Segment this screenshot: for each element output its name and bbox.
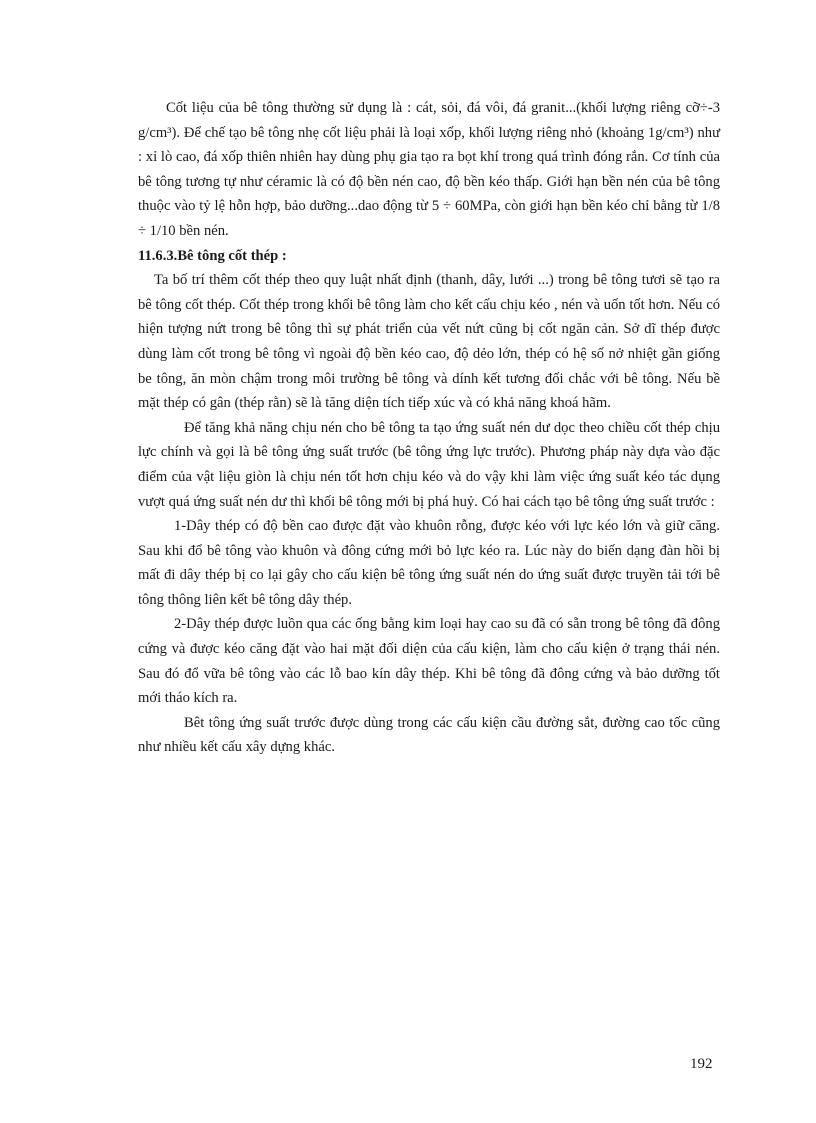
paragraph-prestressed: Để tăng khả năng chịu nén cho bê tông ta tạo ứng suất nén dư dọc theo chiều cốt thép chịu lực chính và gọi là bê tông ứng suất trước (bê tông ứng lực trước). Phương pháp này dựa vào đặc điểm của vật liệu giòn là chịu nén tốt hơn chịu kéo và do vậy khi làm việc ứng suất kéo tác dụng vượt quá ứng suất nén dư thì khối bê tông mới bị phá huỷ. Có hai cách tạo bê tông ứng suất trước : xyxy=(138,419,720,510)
document-page xyxy=(138,96,720,760)
page-number: 192 xyxy=(690,1056,713,1072)
paragraph-method-2: 2-Dây thép được luồn qua các ống bằng kim loại hay cao su đã có sẵn trong bê tông đã đông cứng và được kéo căng đặt vào hai mặt đối diện của cấu kiện, làm cho cấu kiện ở trạng thái nén. Sau đó đổ vữa bê tông vào các lỗ bao kín dây thép. Khi bê tông đã đông cứng và bảo dưỡng tốt mới tháo kích ra. xyxy=(138,616,720,707)
paragraph-aggregate: Cốt liệu của bê tông thường sử dụng là : cát, sỏi, đá vôi, đá granit...(khối lượng riêng cỡ÷-3 g/cm³). Để chế tạo bê tông nhẹ cốt liệu phải là loại xốp, khối lượng riêng nhỏ (khoảng 1g/cm³) như : xỉ lò cao, đá xốp thiên nhiên hay dùng phụ gia tạo ra bọt khí trong quá trình đóng rắn. Cơ tính của bê tông tương tự như céramic là có độ bền nén cao, độ bền kéo thấp. Giới hạn bền nén của bê tông thuộc vào tỷ lệ hỗn hợp, bảo dưỡng...dao động từ 5 ÷ 60MPa, còn giới hạn bền kéo chỉ bằng từ 1/8 ÷ 1/10 bền nén. xyxy=(138,100,720,239)
paragraph-reinforced-concrete: Ta bố trí thêm cốt thép theo quy luật nhất định (thanh, dây, lưới ...) trong bê tông tươi sẽ tạo ra bê tông cốt thép. Cốt thép trong khối bê tông làm cho kết cấu chịu kéo , nén và uốn tốt hơn. Nếu có hiện tượng nứt trong bê tông thì sự phát triển của vết nứt cũng bị cốt ngăn cản. Sở dĩ thép được dùng làm cốt trong bê tông vì ngoài độ bền kéo cao, độ dẻo lớn, thép có hệ số nở nhiệt gần giống be tông, ăn mòn chậm trong môi trường bê tông và dính kết tương đối chắc với bê tông. Nếu bề mặt thép có gân (thép rằn) sẽ là tăng diện tích tiếp xúc và có khả năng khoá hãm. xyxy=(138,272,720,412)
section-heading: 11.6.3.Bê tông cốt thép : xyxy=(138,247,287,264)
paragraph-applications: Bêt tông ứng suất trước được dùng trong các cấu kiện cầu đường sắt, đường cao tốc cũng như nhiều kết cấu xây dựng khác. xyxy=(138,714,720,756)
paragraph-method-1: 1-Dây thép có độ bền cao được đặt vào khuôn rỗng, được kéo với lực kéo lớn và giữ căng. Sau khi đổ bê tông vào khuôn và đông cứng mới bỏ lực kéo ra. Lúc này do biến dạng đàn hồi bị mất đi dây thép bị co lại gây cho cấu kiện bê tông ứng suất nén do ứng suất được truyền tải tới bê tông thông liên kết bê tông dây thép. xyxy=(138,518,720,608)
